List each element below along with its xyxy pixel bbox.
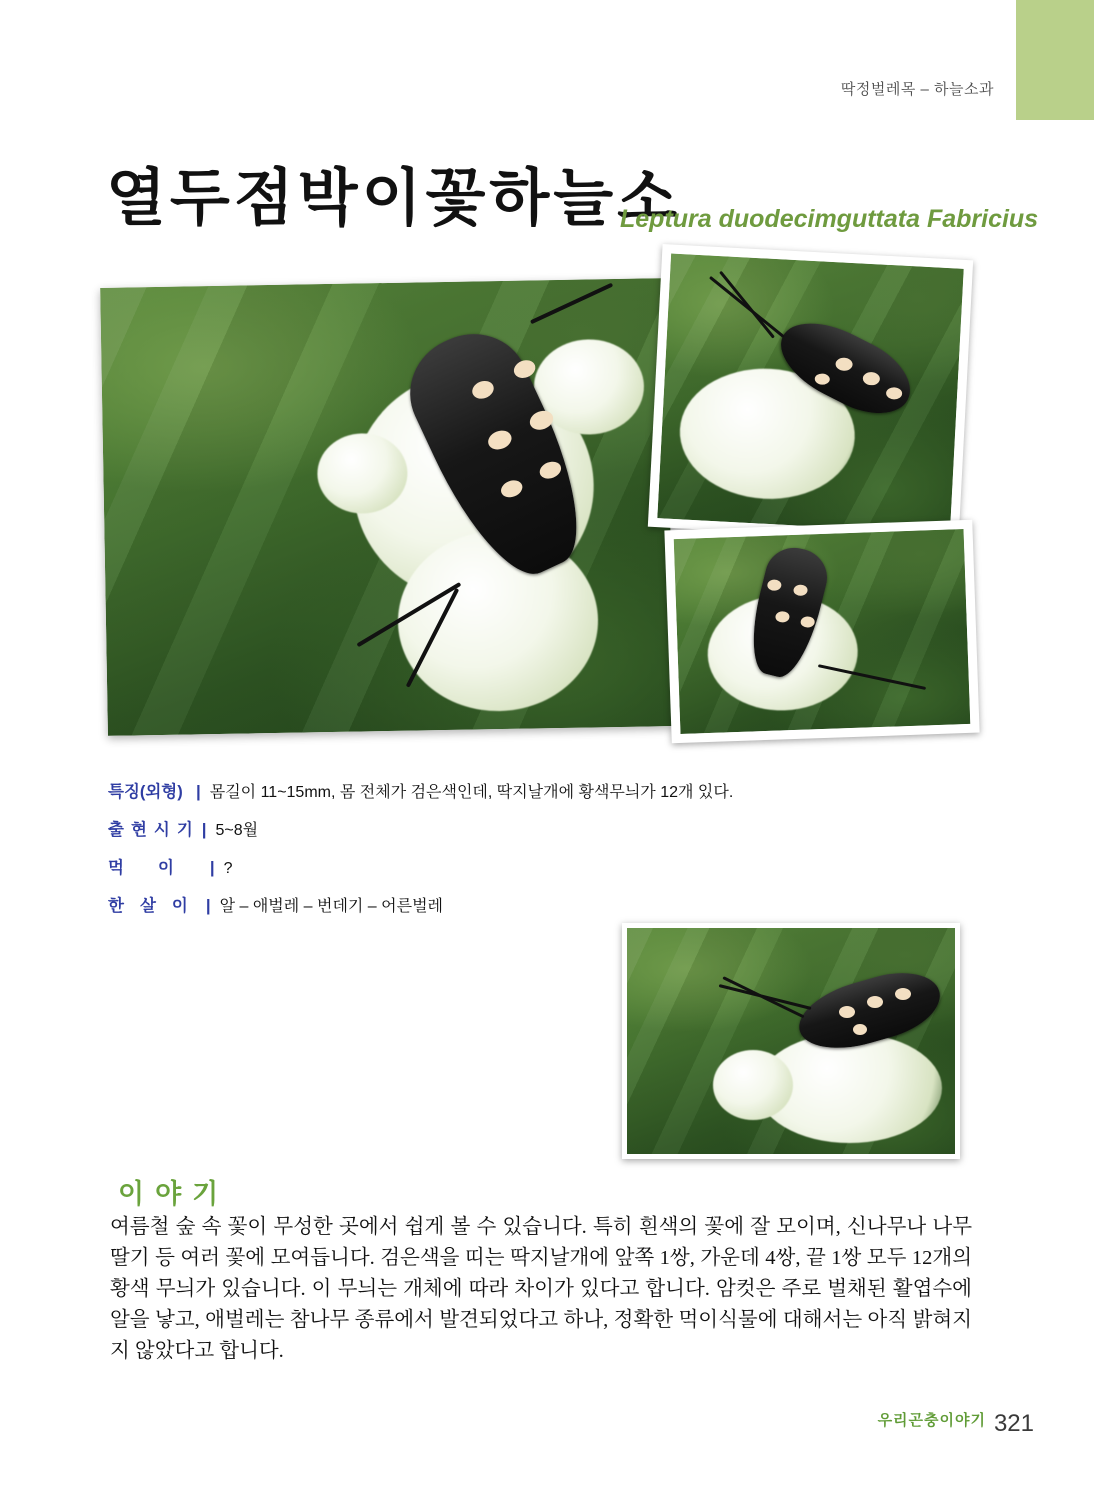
page-number: 321 (993, 1410, 1034, 1437)
fact-label-food: 먹이 (108, 859, 208, 877)
story-body: 여름철 숲 속 꽃이 무성한 곳에서 쉽게 볼 수 있습니다. 특히 흰색의 꽃에 잘 모이며, 신나무나 나무딸기 등 여러 꽃에 모여듭니다. 검은색을 띠는 딱지날개에 앞쪽 1쌍, 가운데 4쌍, 끝 1쌍 모두 12개의 황색 무늬가 있습니다. 이 무늬는 개체에 따라 차이가 있다고 합니다. 암컷은 주로 벌채된 활엽수에 알을 낳고, 애벌레는 참나무 종류에서 발견되었다고 하나, 정확한 먹이식물에 대해서는 아직 밝혀지지 않았다고 합니다. (110, 1216, 973, 1362)
page-title: 열두점박이꽃하늘소 (106, 164, 682, 233)
scientific-name: Leptura duodecimguttata Fabricius (620, 205, 1039, 233)
flower-cluster-left (713, 1050, 793, 1120)
fact-list (108, 778, 968, 930)
fact-row-lifecycle (108, 892, 968, 916)
fact-label-lifecycle: 한살이 (108, 897, 204, 915)
footer-brand: 우리곤충이야기 (877, 1412, 986, 1429)
elytra-spot (853, 1024, 867, 1035)
photo-main-content (100, 278, 674, 736)
fact-row-food (108, 854, 968, 878)
elytra-spot (839, 1006, 855, 1018)
fact-value-food: ? (223, 860, 233, 877)
fact-separator: | (205, 896, 211, 915)
fact-row-appearance (108, 778, 968, 802)
elytra-spot (867, 996, 883, 1008)
photo-beetle-on-leaf-and-flower (622, 923, 960, 1159)
fact-separator: | (201, 820, 207, 839)
elytra-spot (895, 988, 911, 1000)
fact-row-season (108, 816, 968, 840)
story-heading: 이야기 (118, 1179, 230, 1209)
photo-beetle-side-view-on-flower (648, 244, 973, 543)
photo-top-content (674, 529, 971, 734)
fact-label-season: 출현시기 (108, 821, 200, 839)
photo-beetle-top-view-on-flower (664, 520, 979, 744)
fact-separator: | (196, 782, 201, 801)
photo-side-content (657, 254, 963, 534)
fact-value-lifecycle: 알 – 애벌레 – 번데기 – 어른벌레 (219, 898, 443, 915)
fact-label-appearance: 특징(외형) (108, 783, 183, 801)
header-corner-block (1016, 0, 1094, 120)
fact-value-appearance: 몸길이 11~15mm, 몸 전체가 검은색인데, 딱지날개에 황색무늬가 12개 있다. (209, 784, 734, 801)
fact-value-season: 5~8월 (215, 822, 259, 839)
header-taxon-path: 딱정벌레목 – 하늘소과 (840, 81, 994, 98)
fact-separator: | (209, 858, 215, 877)
photo-main-beetle-on-white-flower (100, 278, 674, 736)
photo-lower-content (627, 928, 955, 1154)
